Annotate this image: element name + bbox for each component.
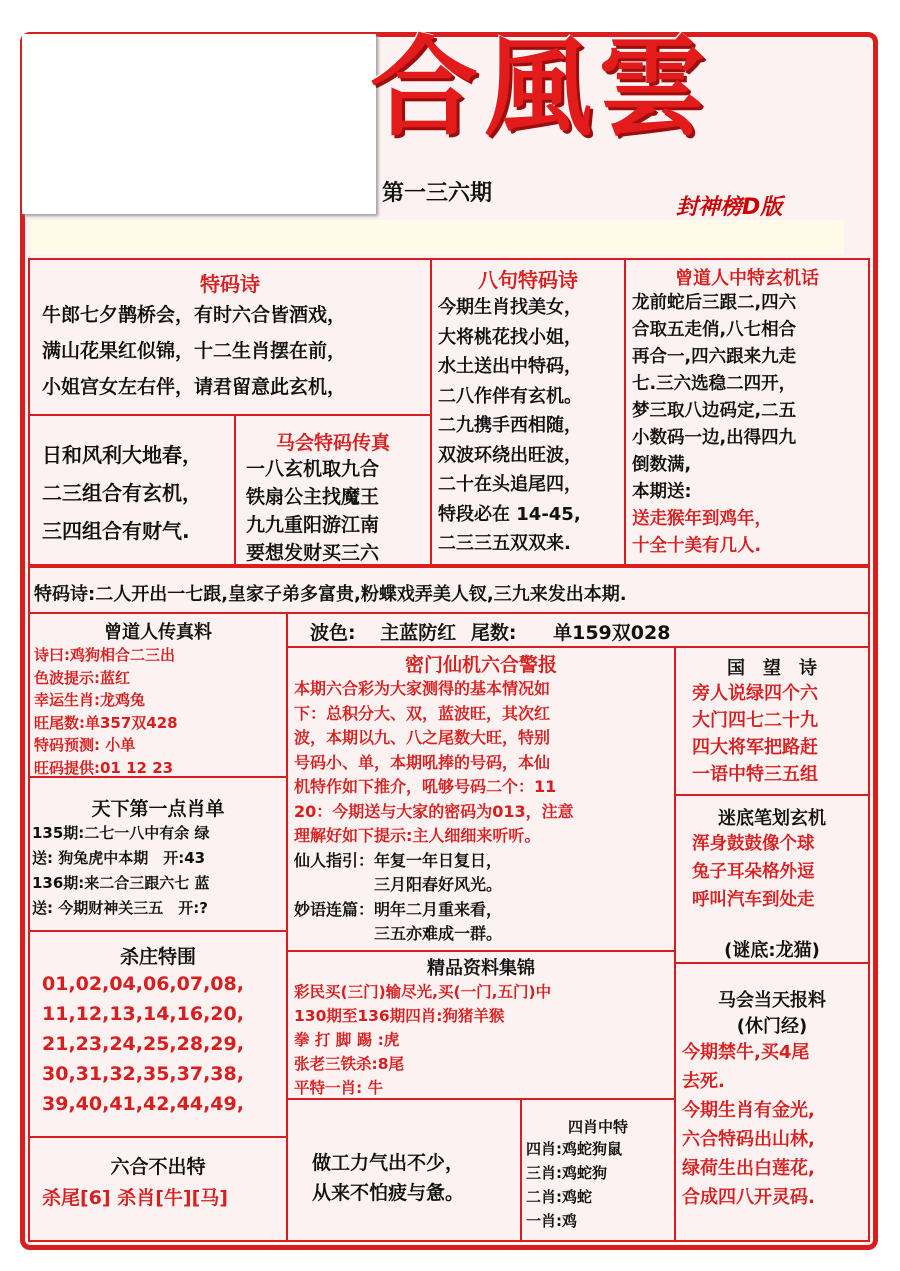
midi-lines: [676, 830, 868, 914]
mimen-line: 理解好如下提示:主人细细来听听。: [294, 826, 541, 845]
midi-title: 迷底笔划玄机: [718, 808, 826, 829]
chuanzhen-line: 幸运生肖:龙鸡兔: [34, 691, 145, 709]
tianxia-lines: [30, 821, 286, 921]
jingpin-title: 精品资料集锦: [427, 958, 535, 979]
mahui2-line: 绿荷生出白莲花,: [682, 1158, 815, 1179]
chuanzhen-line: 旺尾数:单357双428: [34, 713, 178, 732]
jingpin-line: 张老三铁杀:8尾: [294, 1055, 404, 1073]
mahui2-box: [674, 962, 870, 1242]
tianxia-line: 送: 狗兔虎中本期 开:43: [32, 849, 206, 867]
zengdao-line: 再合一,四六跟来九走: [632, 347, 797, 367]
zengdao-line: 送走猴年到鸡年，: [632, 509, 772, 529]
mahui-lines: [236, 455, 430, 566]
baju-line: 双波环绕出旺波，: [438, 444, 582, 466]
zuogong-line: 从来不怕疲与惫。: [312, 1182, 465, 1204]
poem2-line: 日和风利大地春，: [42, 443, 202, 467]
mimen-line: 机特作如下推介，吼够号码二个：11: [294, 777, 557, 796]
baju-line: 二九携手西相随，: [438, 415, 582, 436]
mahui2-line: 合成四八开灵码.: [682, 1187, 815, 1208]
masthead-title: 合風雲: [370, 25, 713, 151]
baju-line: 大将桃花找小姐，: [438, 326, 582, 348]
jingpin-box: [286, 950, 676, 1100]
mahui-line: 要想发财买三六: [246, 542, 380, 564]
guowang-line: 大门四七二十九: [692, 710, 818, 731]
poem-line: 小姐宫女左右伴，请君留意此玄机，: [42, 376, 347, 398]
guowang-line: 一语中特三五组: [692, 764, 818, 785]
poem-box: [28, 258, 432, 416]
jingpin-line: 平特一肖: 牛: [294, 1079, 384, 1097]
mimen-line: 下：总积分大、双，蓝波旺，其次红: [294, 703, 551, 723]
mimen-line: 20：今期送与大家的密码为013，注意: [294, 801, 574, 821]
midi-box: [674, 794, 870, 964]
mahui2-line: 六合特码出山林,: [682, 1129, 815, 1150]
liuhe-line: 杀尾[6] 杀肖[牛][马]: [42, 1187, 228, 1209]
zengdao-line: 十全十美有几人.: [632, 536, 762, 556]
tail-value: 单159双028: [553, 622, 671, 644]
mahui-title: 马会特码传真: [275, 432, 390, 454]
baju-line: 二三三五双双来.: [438, 533, 571, 554]
tianxia-line: 送: 今期财神关三五 开:?: [32, 899, 208, 917]
bose-value: 主蓝防红: [380, 622, 457, 644]
mimen-line: 三月阳春好风光。: [294, 875, 503, 894]
mimen-line: 妙语连篇：明年二月重来看，: [294, 899, 503, 919]
tianxia-title: 天下第一点肖单: [91, 798, 225, 820]
jingpin-lines: [288, 980, 674, 1100]
mahui-line: 九九重阳游江南: [246, 514, 380, 536]
tianxia-line: 135期:二七一八中有余 绿: [32, 824, 210, 842]
mahui2-title: 马会当天报料: [718, 990, 826, 1011]
sixiao-line: 四肖:鸡蛇狗鼠: [526, 1140, 622, 1158]
tianxia-box: [28, 776, 288, 932]
mahui2-line: 去死.: [682, 1071, 725, 1092]
midi-answer: (谜底:龙猫): [724, 940, 820, 961]
zengdao-line: 倒数满,: [632, 455, 692, 475]
baju-title: 八句特码诗: [478, 268, 578, 292]
sixiao-line: 一肖:鸡: [526, 1212, 577, 1230]
guowang-line: 四大将军把路赶: [692, 737, 818, 758]
tianxia-line: 136期:来二合三跟六七 蓝: [32, 874, 210, 892]
fullpoem-box: [28, 566, 870, 614]
mahui2-line: 今期禁牛,买4尾: [682, 1042, 810, 1063]
mimen-title: 密门仙机六合警报: [404, 654, 557, 676]
guowang-title: 国 望 诗: [727, 658, 817, 679]
blank-white-panel: [22, 34, 376, 214]
shazhuang-lines: [30, 969, 286, 1119]
guowang-line: 旁人说绿四个六: [692, 683, 818, 704]
sixiao-box: [520, 1098, 676, 1242]
issue-number: 第一三六期: [382, 181, 493, 206]
mimen-line: 波，本期以九、八之尾数大旺，特别: [294, 728, 551, 747]
shazhuang-line: 39,40,41,42,44,49,: [42, 1093, 244, 1115]
shazhuang-line: 21,23,24,25,28,29,: [42, 1033, 244, 1055]
zengdao-line: 七.三六选稳二四开，: [632, 374, 797, 394]
zuogong-box: [286, 1098, 522, 1242]
baju-line: 特段必在 14-45,: [438, 503, 581, 525]
sixiao-line: 二肖:鸡蛇: [526, 1188, 592, 1206]
sixiao-title: 四肖中特: [567, 1118, 628, 1136]
zengdao-line: 梦三取八边码定,二五: [632, 401, 797, 421]
liuhe-title: 六合不出特: [110, 1156, 206, 1178]
chuanzhen-line: 色波提示:蓝红: [34, 668, 130, 687]
baju-line: 水土送出中特码，: [438, 356, 582, 377]
shazhuang-title: 杀庄特围: [119, 946, 196, 968]
baju-box: [430, 258, 626, 566]
zengdao-line: 合取五走俏,八七相合: [632, 320, 797, 340]
zuogong-lines: [288, 1100, 520, 1208]
chuanzhen-line: 旺码提供:01 12 23: [34, 758, 174, 777]
baju-line: 今期生肖找美女，: [438, 297, 582, 318]
zengdao-line: 小数码一边,出得四九: [632, 428, 797, 448]
chuanzhen-line: 特码预测: 小单: [34, 736, 136, 754]
guowang-lines: [676, 680, 868, 788]
zengdao-line: 龙前蛇后三跟二,四六: [632, 293, 797, 313]
poem2-box: [28, 414, 236, 566]
zengdao-lines: [626, 290, 868, 560]
yellow-banner: [30, 220, 844, 254]
jingpin-line: 130期至136期四肖:狗猪羊猴: [294, 1007, 505, 1025]
edition-label: 封神榜D版: [676, 195, 783, 220]
zengdao-box: [624, 258, 870, 566]
poem2-line: 三四组合有财气.: [42, 519, 190, 543]
sixiao-line: 三肖:鸡蛇狗: [526, 1164, 607, 1182]
mahui-line: 一八玄机取九合: [246, 458, 380, 480]
zengdao-title: 曾道人中特玄机话: [675, 268, 819, 289]
chuanzhen-title: 曾道人传真料: [104, 622, 212, 643]
chuanzhen-line: 诗曰:鸡狗相合二三出: [34, 646, 175, 664]
zengdao-line: 本期送:: [632, 482, 692, 502]
chuanzhen-lines: [30, 644, 286, 778]
poem-line: 满山花果红似锦，十二生肖摆在前，: [42, 340, 347, 362]
bose-box: [286, 612, 870, 648]
midi-line: 兔子耳朵格外逗: [692, 862, 815, 882]
midi-line: 浑身鼓鼓像个球: [692, 834, 815, 854]
liuhe-box: [28, 1136, 288, 1242]
shazhuang-box: [28, 930, 288, 1138]
mimen-line: 仙人指引：年复一年日复日，: [294, 850, 503, 870]
mahui2-line: 今期生肖有金光,: [682, 1100, 815, 1121]
poem-line: 牛郎七夕鹊桥会，有时六合皆酒戏，: [42, 304, 347, 326]
poem-title: 特码诗: [200, 272, 260, 296]
mahui-line: 铁扇公主找魔王: [246, 486, 380, 508]
mahui-box: [234, 414, 432, 566]
shazhuang-line: 30,31,32,35,37,38,: [42, 1063, 244, 1085]
poem2-line: 二三组合有玄机，: [42, 481, 202, 505]
zuogong-line: 做工力气出不少，: [312, 1152, 465, 1174]
midi-line: 呼叫汽车到处走: [692, 890, 815, 910]
poem-lines: [30, 297, 430, 405]
mimen-box: [286, 646, 676, 952]
mimen-lines: [288, 677, 674, 947]
tail-label: 尾数:: [470, 622, 517, 644]
mimen-line: 号码小、单，本期吼捧的号码，本仙: [294, 752, 551, 772]
baju-line: 二八作伴有玄机。: [438, 385, 582, 407]
jingpin-line: 彩民买(三门)输尽光,买(一门,五门)中: [294, 983, 552, 1001]
poem2-lines: [30, 416, 234, 550]
bose-row: [288, 614, 868, 645]
guowang-box: [674, 646, 870, 796]
jingpin-line: 拳 打 脚 踢 :虎: [294, 1031, 400, 1049]
baju-lines: [432, 293, 624, 559]
mahui2-lines: [676, 1038, 868, 1212]
baju-line: 二十在头追尾四，: [438, 474, 582, 495]
mimen-line: 本期六合彩为大家测得的基本情况如: [294, 679, 551, 698]
sixiao-lines: [522, 1137, 674, 1233]
shazhuang-line: 11,12,13,14,16,20,: [42, 1003, 244, 1025]
chuanzhen-box: [28, 612, 288, 778]
shazhuang-line: 01,02,04,06,07,08,: [42, 973, 244, 995]
bose-label: 波色:: [310, 622, 356, 644]
mahui2-subtitle: (休门经): [736, 1016, 808, 1037]
fullpoem-text: 特码诗:二人开出一七跟,皇家子弟多富贵,粉蝶戏弄美人钗,三九来发出本期.: [34, 584, 627, 605]
mimen-line: 三五亦难成一群。: [294, 924, 503, 943]
